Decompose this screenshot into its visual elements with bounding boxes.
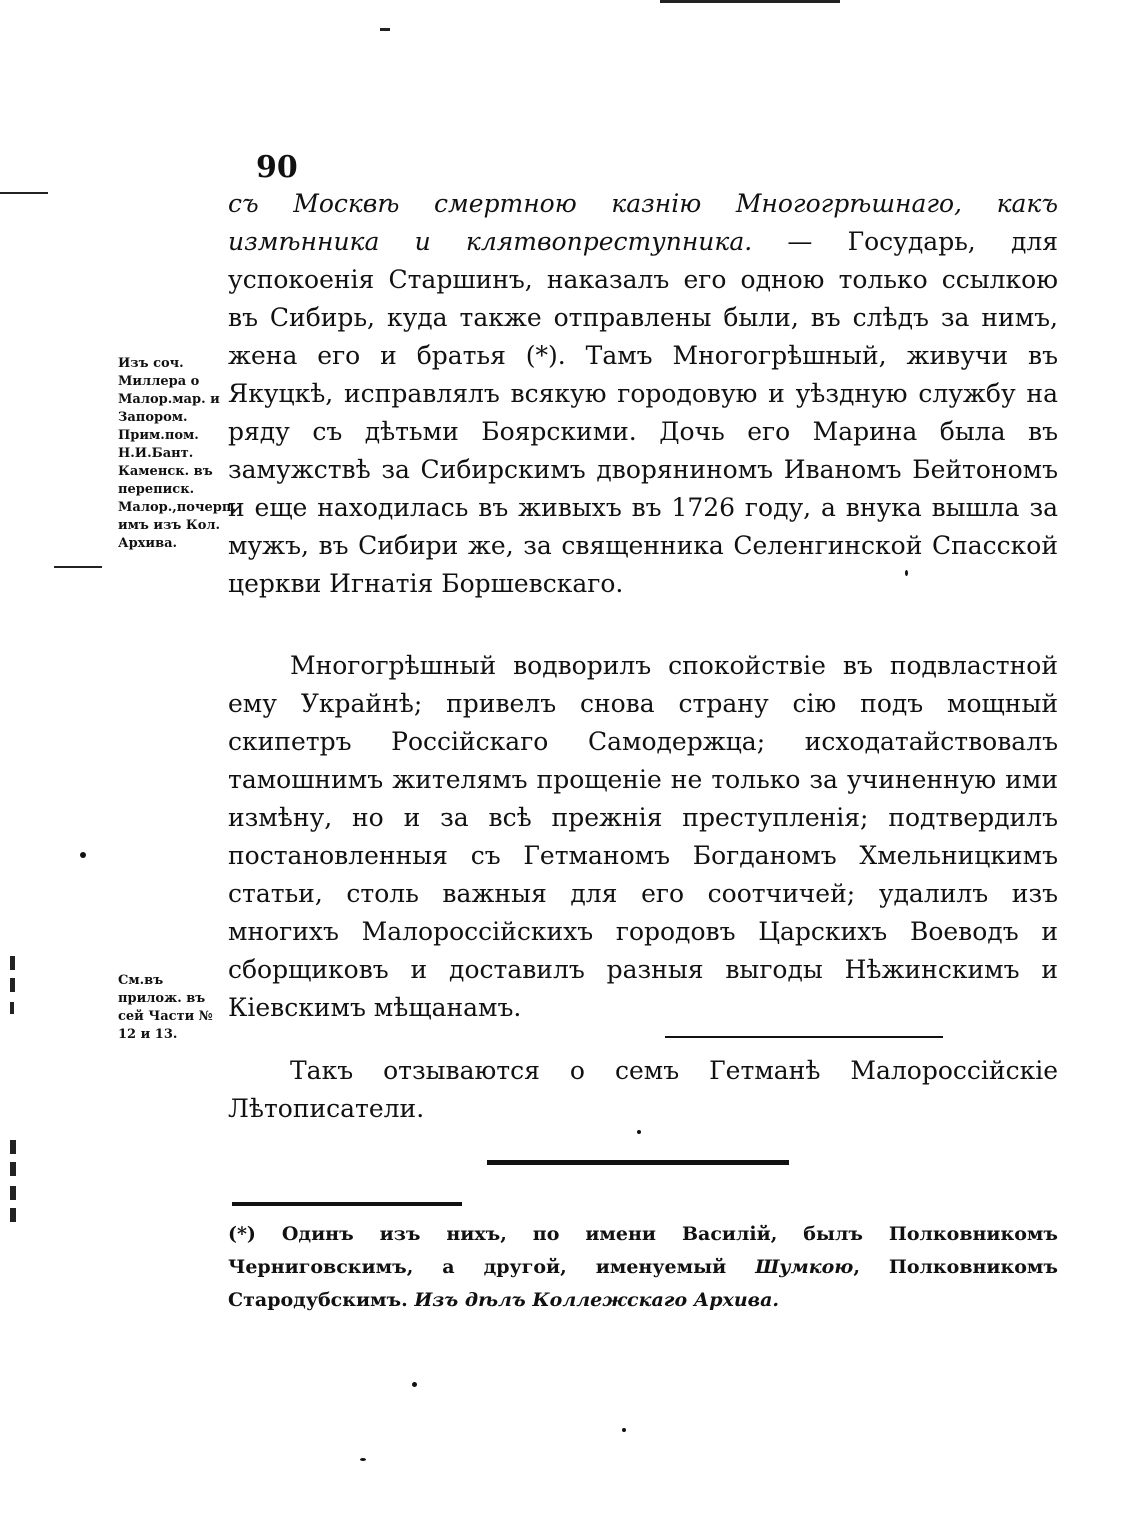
paragraph-1-text: — Государь, для успокоенія Старшинъ, наказалъ его одною только ссылкою въ Сибирь, куда также отправлены были, въ слѣдъ за нимъ, жена его и братья (*). Тамъ Многогрѣшный, живучи въ Якуцкѣ, исправлялъ всякую городовую и уѣздную службу на ряду съ дѣтьми Боярскими. Дочь его Марина была въ замужствѣ за Сибирскимъ дворяниномъ Иваномъ Бейтономъ и еще находилась въ живыхъ въ 1726 году, а внука вышла за мужъ, въ Сибири же, за священника Селенгинской Спасской церкви Игнатія Боршевскаго. [228, 227, 1059, 598]
margin-scan-mark [10, 1002, 14, 1014]
margin-note-source: Изъ соч. Миллера о Малор.мар. и Запором. Прим.пом. Н.И.Бант. Каменск. въ переписк. Малор.,почерп. имъ изъ Кол. Архива. [118, 356, 236, 551]
footnote-name: Шумкою [755, 1256, 854, 1278]
page-number: 90 [256, 150, 298, 185]
ink-speck [637, 1130, 641, 1134]
paragraph-1-italic: съ Москвѣ смертною казнію Многогрѣшнаго, какъ измѣнника и клятвопреступника. [228, 189, 1058, 256]
footnote-text-start: (*) Одинъ изъ нихъ, по имени Василій, былъ Полковникомъ Черниговскимъ, а другой, именуемый [228, 1223, 1058, 1278]
margin-note-appendix: См.въ прилож. въ сей Части № 12 и 13. [118, 973, 213, 1042]
paragraph-2: Многогрѣшный водворилъ спокойствіе въ подвластной ему Украйнѣ; привелъ снова страну сію подъ мощный скипетръ Россійскаго Самодержца; исходатайствовалъ тамошнимъ жителямъ прощеніе не только за учиненную ими измѣну, но и за всѣ прежнія преступленія; подтвердилъ постановленныя съ Гетманомъ Богданомъ Хмельницкимъ статьи, столь важныя для его соотчичей; удалилъ изъ многихъ Малороссійскихъ городовъ Царскихъ Воеводъ и сборщиковъ и доставилъ разныя выгоды Нѣжинскимъ и Кіевскимъ мѣщанамъ. [228, 651, 1058, 1022]
margin-scan-mark [10, 1140, 16, 1154]
section-divider [487, 1160, 789, 1165]
footnote-source: Изъ дѣлъ Коллежскаго Архива. [414, 1289, 780, 1311]
paragraph-3: Такъ отзываются о семъ Гетманѣ Малороссійскіе Лѣтописатели. [228, 1056, 1058, 1123]
margin-scan-mark [10, 956, 15, 970]
margin-scan-mark [10, 1162, 16, 1176]
paragraph-1 [228, 185, 1058, 603]
ink-speck [80, 852, 86, 858]
margin-scan-mark [10, 1186, 16, 1200]
margin-scan-mark [54, 566, 102, 568]
footnote-text-mid: , Полковникомъ Стародубскимъ. [228, 1256, 1058, 1311]
ink-speck [622, 1428, 626, 1432]
ink-speck [412, 1382, 417, 1387]
short-divider [665, 1036, 943, 1038]
footnote [228, 1218, 1058, 1317]
margin-scan-mark [10, 1208, 16, 1222]
top-scan-mark [380, 28, 390, 31]
ink-speck [360, 1458, 366, 1461]
margin-scan-mark [0, 192, 48, 194]
top-scan-mark [660, 0, 840, 3]
footnote-rule [232, 1202, 462, 1206]
margin-scan-mark [10, 978, 15, 992]
ink-speck [905, 570, 908, 576]
